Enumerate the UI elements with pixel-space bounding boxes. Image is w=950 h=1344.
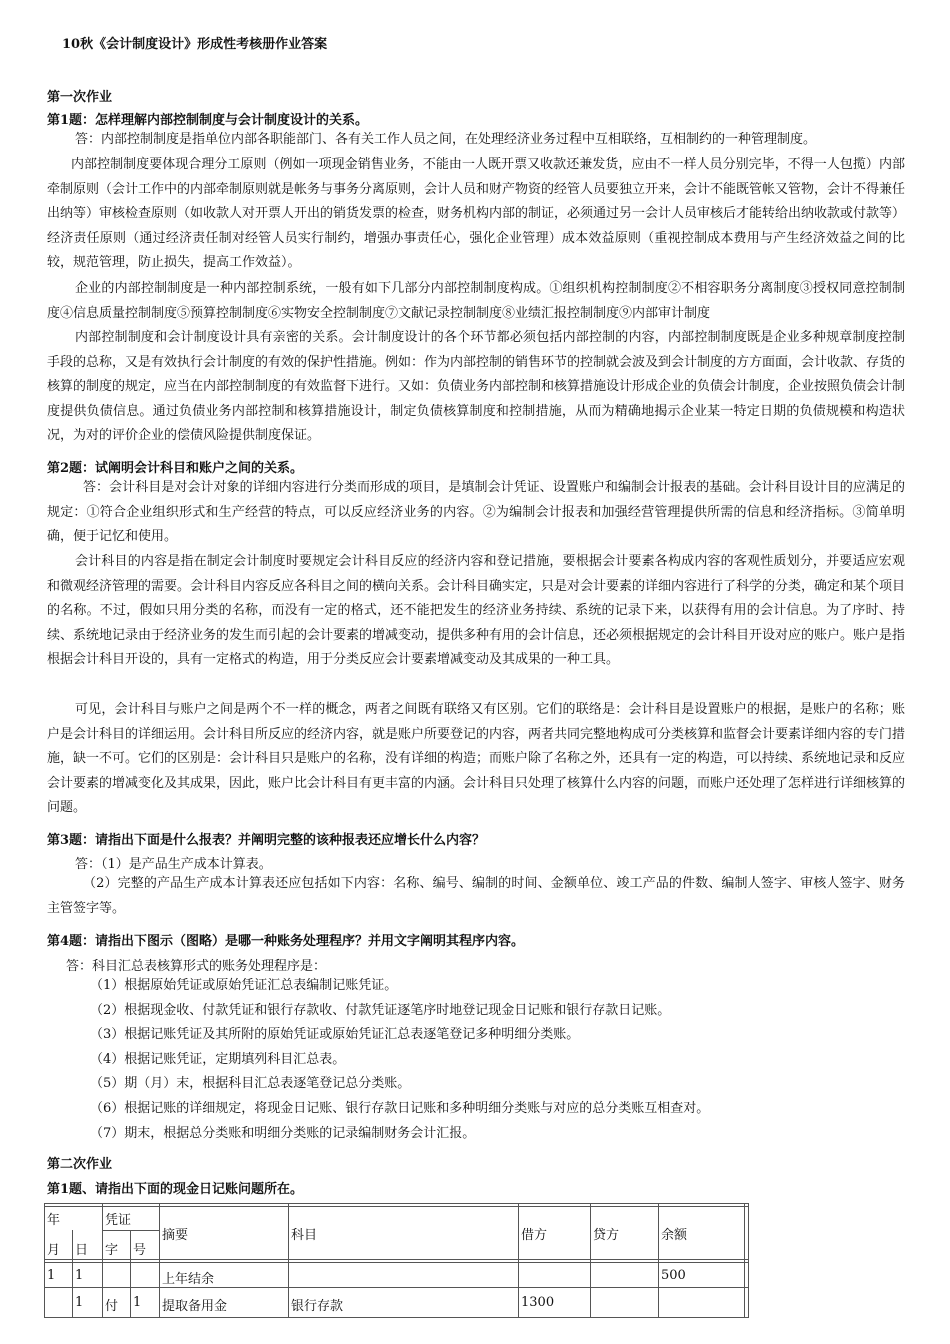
table-row-cell-month: 1 — [47, 1268, 56, 1283]
question-1-answer-p3: 企业的内部控制制度是一种内部控制系统，一般有如下几部分内部控制制度构成。①组织机构控制制度②不相容职务分离制度③授权同意控制制度④信息质量控制制度⑤预算控制制度⑥实物安全控制制度⑦文献记录控制制度⑧业绩汇报控制制度⑨内部审计制度 — [47, 281, 905, 321]
question-4-steps — [90, 974, 709, 1146]
col-header-month: 月 — [47, 1243, 61, 1258]
col-header-debit: 借方 — [521, 1228, 548, 1243]
step-item: （5）期（月）末，根据科目汇总表逐笔登记总分类账。 — [90, 1076, 411, 1092]
col-header-summary: 摘要 — [162, 1228, 189, 1243]
question-4-heading: 第4题：请指出下图示（图略）是哪一种账务处理程序？并用文字阐明其程序内容。 — [47, 934, 525, 949]
col-header-day: 日 — [75, 1243, 89, 1258]
cash-journal-table — [44, 1203, 749, 1318]
table-row-cell-hao: 1 — [133, 1295, 142, 1310]
question-2-answer-p1: 答：会计科目是对会计对象的详细内容进行分类而形成的项目，是填制会计凭证、设置账户和编制会计报表的基础。会计科目设计目的应满足的规定：①符合企业组织形式和生产经营的特点，可以反应经济业务的内容。②为编制会计报表和加强经营管理提供所需的信息和经济指标。③简单明确，便于记忆和使用。 — [47, 480, 905, 545]
col-header-credit: 贷方 — [593, 1228, 620, 1243]
document-title: 10秋《会计制度设计》形成性考核册作业答案 — [62, 37, 328, 52]
question-4-intro: 答：科目汇总表核算形式的账务处理程序是： — [66, 959, 327, 974]
col-header-hao: 号 — [133, 1243, 147, 1258]
section-second-assignment: 第二次作业 — [47, 1157, 113, 1172]
col-header-year: 年 — [47, 1213, 61, 1228]
table-row-cell-zi: 付 — [105, 1299, 119, 1314]
question-2-heading: 第2题：试阐明会计科目和账户之间的关系。 — [47, 461, 304, 476]
question-2-answer-p2: 会计科目的内容是指在制定会计制度时要规定会计科目反应的经济内容和登记措施，要根据会计要素各构成内容的客观性质划分，并要适应宏观和微观经济管理的需要。会计科目内容反应各科目之间的横向关系。会计科目确实定，只是对会计要素的详细内容进行了科学的分类，确定和某个项目的名称。不过，假如只用分类的名称，而没有一定的格式，还不能把发生的经济业务持续、系统的记录下来，以获得有用的会计信息。为了序时、持续、系统地记录由于经济业务的发生而引起的会计要素的增减变动，提供多种有用的会计信息，还必须根据规定的会计科目开设对应的账户。账户是指根据会计科目开设的，具有一定格式的构造，用于分类反应会计要素增减变动及其成果的一种工具。 — [47, 554, 906, 668]
col-header-account: 科目 — [291, 1228, 318, 1243]
table-row-cell-summary: 提取备用金 — [162, 1299, 228, 1314]
step-item: （6）根据记账的详细规定，将现金日记账、银行存款日记账和多种明细分类账与对应的总分类账互相查对。 — [90, 1100, 710, 1116]
step-item: （7）期末，根据总分类账和明细分类账的记录编制财务会计汇报。 — [90, 1125, 476, 1141]
step-item: （4）根据记账凭证，定期填列科目汇总表。 — [90, 1051, 346, 1067]
step-item: （2）根据现金收、付款凭证和银行存款收、付款凭证逐笔序时地登记现金日记账和银行存款日记账。 — [90, 1002, 671, 1018]
col-header-voucher: 凭证 — [105, 1213, 132, 1228]
question-1-answer-p4: 内部控制制度和会计制度设计具有亲密的关系。会计制度设计的各个环节都必须包括内部控制的内容，内部控制制度既是企业多种规章制度控制手段的总称，又是有效执行会计制度的有效的保护性措施。例如：作为内部控制的销售环节的控制就会波及到会计制度的方方面面，会计收款、存货的核算的制度的规定，应当在内部控制制度的有效监督下进行。又如：负债业务内部控制和核算措施设计形成企业的负债会计制度，企业按照负债会计制度提供负债信息。通过负债业务内部控制和核算措施设计，制定负债核算制度和控制措施，从而为精确地揭示企业某一特定日期的负债规模和构造状况，为对的评价企业的偿债风险提供制度保证。 — [47, 330, 906, 444]
question-1-answer-p1: 答：内部控制制度是指单位内部各职能部门、各有关工作人员之间，在处理经济业务过程中互相联络，互相制约的一种管理制度。 — [75, 132, 817, 147]
table-row-cell-balance: 500 — [661, 1268, 686, 1283]
table-row-cell-summary: 上年结余 — [162, 1272, 215, 1287]
col-header-zi: 字 — [105, 1243, 119, 1258]
question-3-answer-p1: 答：（1）是产品生产成本计算表。 — [75, 857, 272, 872]
table-row-cell-debit: 1300 — [521, 1295, 555, 1310]
section-first-assignment: 第一次作业 — [47, 90, 113, 105]
table-row-cell-account: 银行存款 — [291, 1299, 344, 1314]
question-3-heading: 第3题：请指出下面是什么报表？并阐明完整的该种报表还应增长什么内容？ — [47, 833, 486, 848]
step-item: （1）根据原始凭证或原始凭证汇总表编制记账凭证。 — [90, 978, 398, 993]
question-5-heading: 第1题、请指出下面的现金日记账问题所在。 — [47, 1182, 304, 1197]
question-1-answer-p2: 内部控制制度要体现合理分工原则（例如一项现金销售业务，不能由一人既开票又收款还兼发货，应由不一样人员分别完毕，不得一人包揽）内部牵制原则（会计工作中的内部牵制原则就是帐务与事务分离原则，会计人员和财产物资的经管人员要独立开来，会计不能既管帐又管物，会计不得兼任出纳等）审核检查原则（如收款人对开票人开出的销货发票的检查，财务机构内部的制证，必须通过另一会计人员审核后才能转给出纳收款或付款等）经济责任原则（通过经济责任制对经管人员实行制约，增强办事责任心，强化企业管理）成本效益原则（重视控制成本费用与产生经济效益之间的比较，规范管理，防止损失，提高工作效益）。 — [47, 157, 906, 271]
step-item: （3）根据记账凭证及其所附的原始凭证或原始凭证汇总表逐笔登记多种明细分类账。 — [90, 1027, 580, 1043]
table-row-cell-day: 1 — [75, 1268, 84, 1283]
table-row-cell-day: 1 — [75, 1295, 84, 1310]
question-2-answer-p3: 可见，会计科目与账户之间是两个不一样的概念，两者之间既有联络又有区别。它们的联络是：会计科目是设置账户的根据，是账户的名称；账户是会计科目的详细运用。会计科目所反应的经济内容，就是账户所要登记的内容，两者共同完整地构成可分类核算和监督会计要素详细内容的专门措施，缺一不可。它们的区别是：会计科目只是账户的名称，没有详细的构造；而账户除了名称之外，还具有一定的构造，可以持续、系统地记录和反应会计要素的增减变化及其成果，因此，账户比会计科目有更丰富的内涵。会计科目只处理了核算什么内容的问题，而账户还处理了怎样进行详细核算的问题。 — [47, 702, 906, 816]
question-3-answer-p2: （2）完整的产品生产成本计算表还应包括如下内容：名称、编号、编制的时间、金额单位、竣工产品的件数、编制人签字、审核人签字、财务主管签字等。 — [47, 876, 905, 916]
question-1-heading: 第1题：怎样理解内部控制制度与会计制度设计的关系。 — [47, 113, 369, 128]
col-header-balance: 余额 — [661, 1228, 688, 1243]
